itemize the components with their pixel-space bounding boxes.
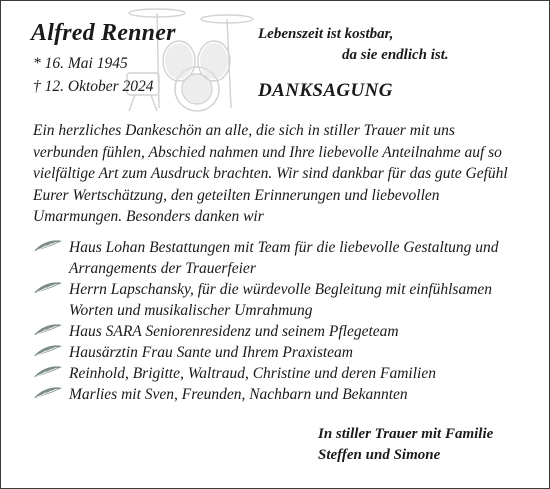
thanks-item-text: Marlies mit Sven, Freunden, Nachbarn und Bekannten (69, 386, 408, 403)
thanks-item (33, 363, 533, 384)
thanks-item-text: Haus Lohan Bestattungen mit Team für die liebevolle Gestaltung und Arrangements der Trauerfeier (69, 239, 499, 277)
closing-line-2: Steffen und Simone (318, 447, 441, 463)
thanks-item-text: Haus SARA Seniorenresidenz und seinem Pflegeteam (69, 323, 399, 340)
leaf-bullet-icon (33, 344, 63, 358)
thanks-item (33, 321, 533, 342)
thanks-item-text: Reinhold, Brigitte, Waltraud, Christine und deren Familien (69, 365, 436, 382)
death-date: † 12. Oktober 2024 (33, 78, 154, 95)
thanks-heading: DANKSAGUNG (258, 80, 393, 101)
thanks-item (33, 279, 533, 321)
deceased-name: Alfred Renner (31, 20, 176, 46)
thanks-item-text: Hausärztin Frau Sante und Ihrem Praxisteam (69, 344, 354, 361)
leaf-bullet-icon (33, 323, 63, 337)
birth-date: * 16. Mai 1945 (33, 55, 128, 72)
leaf-bullet-icon (33, 281, 63, 295)
leaf-bullet-icon (33, 239, 63, 253)
leaf-bullet-icon (33, 386, 63, 400)
intro-paragraph: Ein herzliches Dankeschön an alle, die sich in stiller Trauer mit uns verbunden fühlen, Abschied nahmen und Ihre liebevolle Anteilnahme auf so vielfältige Art zum Ausdruck brachten. Wir sind dankbar für das gute Gefühl Eurer Wertschätzung, den geteilten Erinnerungen und liebevollen Umarmungen. Besonders danken wir (33, 122, 508, 225)
thanks-list (33, 237, 533, 405)
closing-line-1: In stiller Trauer mit Familie (318, 426, 494, 442)
motto-line-2: da sie endlich ist. (342, 47, 449, 63)
leaf-bullet-icon (33, 365, 63, 379)
thanks-item (33, 237, 533, 279)
closing-signature (318, 424, 493, 466)
motto-line-1: Lebenszeit ist kostbar, (258, 26, 394, 42)
thanks-item-text: Herrn Lapschansky, für die würdevolle Begleitung mit einfühlsamen Worten und musikalischer Umrahmung (69, 281, 493, 319)
thanks-item (33, 342, 533, 363)
thanks-item (33, 384, 533, 405)
